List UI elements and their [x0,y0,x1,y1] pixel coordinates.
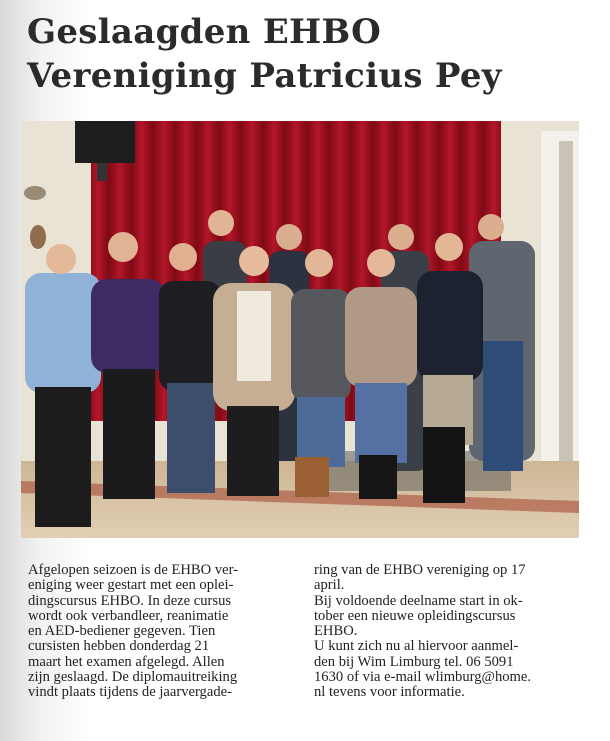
group-photo-illustration [21,121,579,538]
person-front-1 [25,244,101,527]
col2-line: EHBO. [314,623,358,640]
article-column-2 [314,563,584,701]
col2-line: 1630 of via e-mail wlimburg@home. [314,669,532,686]
col2-line: tober een nieuwe opleidingscursus [314,607,516,624]
article-headline [27,10,597,98]
col2-line: april. [314,577,345,594]
wall-lamp [24,186,46,200]
article-body [28,563,584,701]
group-photo [21,121,579,538]
col1-line: en AED-bediener gegeven. Tien [28,623,216,640]
col2-line: ring van de EHBO vereniging op 17 [314,562,526,578]
col2-line: U kunt zich nu al hiervoor aanmel- [314,638,519,655]
col1-line: dingscursus EHBO. In deze cursus [28,592,232,609]
speaker-box [75,121,135,163]
col2-line: nl tevens voor informatie. [314,684,465,701]
col1-line: eniging weer gestart met een oplei- [28,577,234,594]
headline-line-2: Vereniging Patricius Pey [27,56,502,96]
col1-line: cursisten hebben donderdag 21 [28,638,210,655]
col2-line: den bij Wim Limburg tel. 06 5091 [314,653,514,670]
col1-line: vindt plaats tijdens de jaarvergade- [28,684,232,701]
col2-line: Bij voldoende deelname start in ok- [314,592,523,609]
col1-line: wordt ook verbandleer, reanimatie [28,607,229,624]
article-column-1 [28,563,298,701]
col1-line: maart het examen afgelegd. Allen [28,653,225,670]
col1-line: Afgelopen seizoen is de EHBO ver- [28,562,239,578]
headline-line-1: Geslaagden EHBO [27,12,382,52]
col1-line: zijn geslaagd. De diplomauitreiking [28,669,238,686]
